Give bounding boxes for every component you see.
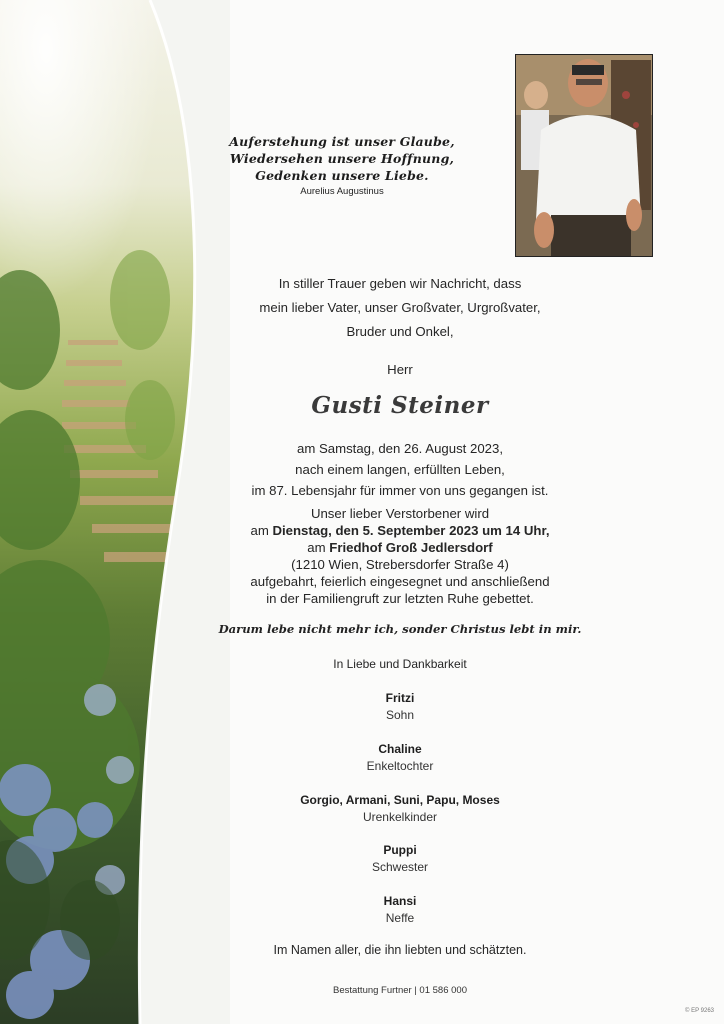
deceased-name: Gusti Steiner: [311, 392, 489, 419]
death-line: im 87. Lebensjahr für immer von uns gegangen ist.: [251, 483, 549, 498]
quote-block: [212, 133, 472, 197]
death-line: nach einem langen, erfüllten Leben,: [295, 462, 505, 477]
thanks-line: In Liebe und Dankbarkeit: [333, 657, 467, 671]
document-code: © EP 9263: [685, 1008, 714, 1014]
quote-line: Wiedersehen unsere Hoffnung,: [229, 151, 455, 166]
funeral-line: Unser lieber Verstorbener wird: [310, 506, 490, 521]
closing-line: Im Namen aller, die ihn liebten und schätzten.: [273, 943, 527, 957]
mourner-relation: Sohn: [385, 708, 415, 722]
death-line: am Samstag, den 26. August 2023,: [296, 441, 503, 456]
funeral-home-footer: Bestattung Furtner | 01 586 000: [333, 985, 467, 996]
quote-line: Gedenken unsere Liebe.: [255, 168, 429, 183]
funeral-date-prefix: am: [250, 523, 273, 538]
mourner-name: Fritzi: [385, 691, 415, 705]
garden-stairs-image: [0, 0, 230, 1024]
mourner-entry: [200, 741, 600, 775]
mourner-relation: Urenkelkinder: [362, 810, 438, 824]
intro-text: [200, 272, 600, 344]
intro-line: mein lieber Vater, unser Großvater, Urgroßvater,: [259, 300, 541, 315]
quote-author: Aurelius Augustinus: [300, 186, 384, 197]
funeral-place-prefix: am: [307, 540, 330, 555]
funeral-place: Friedhof Groß Jedlersdorf: [329, 540, 493, 555]
funeral-address: (1210 Wien, Strebersdorfer Straße 4): [291, 557, 509, 572]
mourner-name: Hansi: [383, 894, 417, 908]
mourner-entry: [200, 690, 600, 724]
funeral-line: in der Familiengruft zur letzten Ruhe gebettet.: [266, 591, 534, 606]
motto: Darum lebe nicht mehr ich, sonder Christus lebt in mir.: [218, 622, 582, 636]
mourner-name: Chaline: [378, 742, 422, 756]
funeral-date-line: [200, 522, 600, 539]
mourner-name: Gorgio, Armani, Suni, Papu, Moses: [300, 793, 500, 807]
mourner-relation: Schwester: [371, 860, 429, 874]
funeral-line: aufgebahrt, feierlich eingesegnet und anschließend: [250, 574, 550, 589]
mourner-name: Puppi: [383, 843, 417, 857]
salutation: Herr: [387, 362, 413, 377]
mourner-entry: [200, 893, 600, 927]
quote-line: Auferstehung ist unser Glaube,: [229, 134, 455, 149]
funeral-date: Dienstag, den 5. September 2023 um 14 Uhr,: [272, 523, 550, 538]
funeral-place-line: [200, 539, 600, 556]
mourner-relation: Enkeltochter: [366, 759, 434, 773]
intro-line: Bruder und Onkel,: [346, 324, 454, 339]
mourner-relation: Neffe: [385, 911, 415, 925]
death-notice: [200, 438, 600, 501]
mourner-entry: [200, 792, 600, 826]
intro-line: In stiller Trauer geben wir Nachricht, dass: [278, 276, 522, 291]
funeral-details: [200, 505, 600, 607]
portrait-photo: [515, 54, 653, 257]
mourner-entry: [200, 842, 600, 876]
